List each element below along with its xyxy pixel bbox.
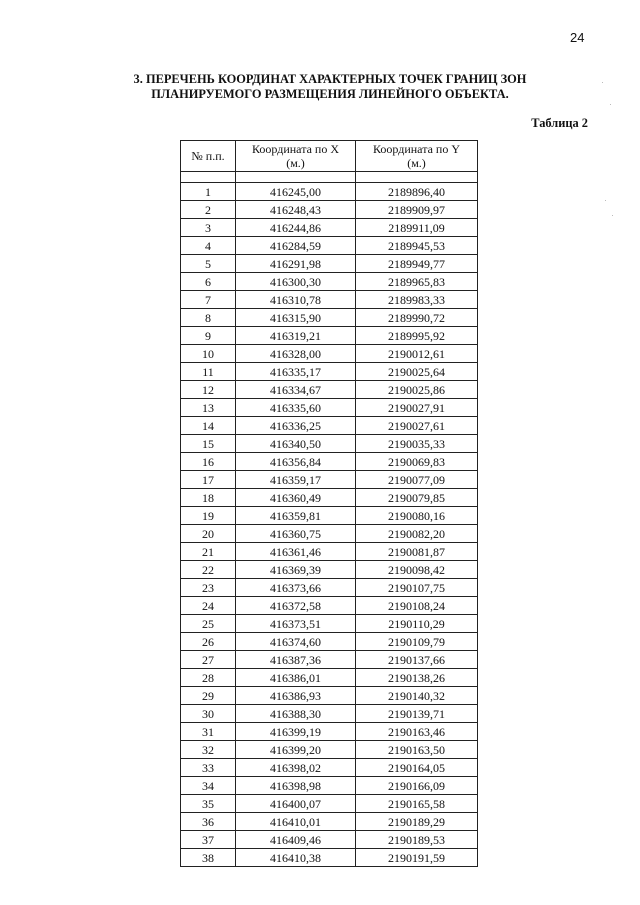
table-row [181, 831, 478, 849]
cell-y: 2190035,33 [356, 435, 478, 453]
cell-y: 2190189,29 [356, 813, 478, 831]
cell-y: 2190108,24 [356, 597, 478, 615]
header-y-title: Координата по Y [372, 142, 461, 156]
table-row [181, 453, 478, 471]
cell-y: 2189949,77 [356, 255, 478, 273]
coordinates-table [180, 140, 478, 867]
cell-num: 5 [181, 255, 236, 273]
cell-y: 2190109,79 [356, 633, 478, 651]
table-row [181, 651, 478, 669]
cell-y: 2190069,83 [356, 453, 478, 471]
cell-num: 16 [181, 453, 236, 471]
table-body [181, 172, 478, 867]
cell-x: 416399,20 [236, 741, 356, 759]
table-row [181, 849, 478, 867]
cell-num: 34 [181, 777, 236, 795]
cell-num: 22 [181, 561, 236, 579]
scan-speckle [612, 215, 613, 216]
cell-x: 416373,66 [236, 579, 356, 597]
table-row [181, 795, 478, 813]
cell-num: 26 [181, 633, 236, 651]
cell-y: 2190012,61 [356, 345, 478, 363]
table-row [181, 219, 478, 237]
cell-num: 2 [181, 201, 236, 219]
table-row [181, 327, 478, 345]
cell-x: 416386,93 [236, 687, 356, 705]
table-row [181, 201, 478, 219]
cell-num: 17 [181, 471, 236, 489]
cell-num: 1 [181, 183, 236, 201]
cell-x: 416310,78 [236, 291, 356, 309]
cell-x: 416373,51 [236, 615, 356, 633]
table-row [181, 633, 478, 651]
cell-x: 416356,84 [236, 453, 356, 471]
table-row [181, 759, 478, 777]
table-row [181, 183, 478, 201]
cell-num: 8 [181, 309, 236, 327]
cell-num: 38 [181, 849, 236, 867]
cell-x: 416248,43 [236, 201, 356, 219]
table-row [181, 561, 478, 579]
cell-x: 416386,01 [236, 669, 356, 687]
cell-y: 2189983,33 [356, 291, 478, 309]
cell-y: 2190025,64 [356, 363, 478, 381]
table-row [181, 687, 478, 705]
cell-num: 27 [181, 651, 236, 669]
cell-y: 2189896,40 [356, 183, 478, 201]
cell-x: 416410,01 [236, 813, 356, 831]
cell-num: 4 [181, 237, 236, 255]
table-row [181, 543, 478, 561]
cell-x: 416374,60 [236, 633, 356, 651]
table-row [181, 309, 478, 327]
cell-y: 2190098,42 [356, 561, 478, 579]
cell-y: 2190163,50 [356, 741, 478, 759]
cell-num: 32 [181, 741, 236, 759]
table-row [181, 435, 478, 453]
cell-y: 2190164,05 [356, 759, 478, 777]
cell-y: 2190137,66 [356, 651, 478, 669]
table-row [181, 525, 478, 543]
cell-num: 15 [181, 435, 236, 453]
cell-x: 416334,67 [236, 381, 356, 399]
cell-x: 416335,17 [236, 363, 356, 381]
cell-y: 2190025,86 [356, 381, 478, 399]
cell-y: 2190107,75 [356, 579, 478, 597]
spacer-cell [356, 172, 478, 183]
cell-num: 31 [181, 723, 236, 741]
header-x-title: Координата по X [251, 142, 340, 156]
cell-num: 36 [181, 813, 236, 831]
table-row [181, 723, 478, 741]
table-row [181, 273, 478, 291]
cell-x: 416361,46 [236, 543, 356, 561]
cell-num: 35 [181, 795, 236, 813]
heading-line-1: 3. ПЕРЕЧЕНЬ КООРДИНАТ ХАРАКТЕРНЫХ ТОЧЕК ГРАНИЦ ЗОН [133, 72, 527, 86]
table-row [181, 705, 478, 723]
cell-y: 2190191,59 [356, 849, 478, 867]
table-row [181, 345, 478, 363]
table-row [181, 669, 478, 687]
table-row [181, 399, 478, 417]
cell-y: 2189965,83 [356, 273, 478, 291]
cell-x: 416369,39 [236, 561, 356, 579]
cell-x: 416399,19 [236, 723, 356, 741]
cell-x: 416360,75 [236, 525, 356, 543]
cell-num: 20 [181, 525, 236, 543]
cell-x: 416359,17 [236, 471, 356, 489]
cell-num: 29 [181, 687, 236, 705]
cell-num: 28 [181, 669, 236, 687]
spacer-cell [236, 172, 356, 183]
table-row [181, 777, 478, 795]
page-number: 24 [570, 30, 585, 45]
cell-num: 24 [181, 597, 236, 615]
scan-speckle [610, 104, 611, 105]
header-num: № п.п. [181, 141, 236, 172]
cell-y: 2190165,58 [356, 795, 478, 813]
cell-num: 10 [181, 345, 236, 363]
cell-y: 2189990,72 [356, 309, 478, 327]
table-row [181, 579, 478, 597]
cell-y: 2190027,91 [356, 399, 478, 417]
cell-x: 416336,25 [236, 417, 356, 435]
cell-num: 19 [181, 507, 236, 525]
cell-x: 416291,98 [236, 255, 356, 273]
header-x-unit: (м.) [286, 156, 305, 170]
table-row [181, 489, 478, 507]
cell-num: 9 [181, 327, 236, 345]
cell-y: 2189909,97 [356, 201, 478, 219]
cell-x: 416300,30 [236, 273, 356, 291]
cell-x: 416244,86 [236, 219, 356, 237]
cell-x: 416409,46 [236, 831, 356, 849]
cell-x: 416340,50 [236, 435, 356, 453]
cell-y: 2190140,32 [356, 687, 478, 705]
cell-y: 2189995,92 [356, 327, 478, 345]
cell-y: 2189911,09 [356, 219, 478, 237]
cell-y: 2190189,53 [356, 831, 478, 849]
cell-x: 416372,58 [236, 597, 356, 615]
table-row [181, 813, 478, 831]
cell-x: 416360,49 [236, 489, 356, 507]
cell-num: 13 [181, 399, 236, 417]
cell-x: 416245,00 [236, 183, 356, 201]
cell-num: 3 [181, 219, 236, 237]
cell-y: 2190138,26 [356, 669, 478, 687]
table-row [181, 381, 478, 399]
cell-num: 14 [181, 417, 236, 435]
table-header-row [181, 141, 478, 172]
cell-x: 416284,59 [236, 237, 356, 255]
heading-line-2: ПЛАНИРУЕМОГО РАЗМЕЩЕНИЯ ЛИНЕЙНОГО ОБЪЕКТА. [151, 87, 509, 101]
table-row [181, 417, 478, 435]
cell-x: 416400,07 [236, 795, 356, 813]
cell-num: 37 [181, 831, 236, 849]
table-row [181, 291, 478, 309]
header-y-unit: (м.) [407, 156, 426, 170]
cell-y: 2190110,29 [356, 615, 478, 633]
cell-y: 2190082,20 [356, 525, 478, 543]
cell-y: 2190166,09 [356, 777, 478, 795]
cell-x: 416398,02 [236, 759, 356, 777]
cell-x: 416359,81 [236, 507, 356, 525]
cell-x: 416328,00 [236, 345, 356, 363]
table-row [181, 471, 478, 489]
cell-num: 11 [181, 363, 236, 381]
cell-num: 6 [181, 273, 236, 291]
cell-y: 2190079,85 [356, 489, 478, 507]
scan-speckle [602, 82, 603, 83]
cell-x: 416387,36 [236, 651, 356, 669]
cell-x: 416319,21 [236, 327, 356, 345]
spacer-row [181, 172, 478, 183]
cell-num: 7 [181, 291, 236, 309]
cell-num: 12 [181, 381, 236, 399]
cell-y: 2190081,87 [356, 543, 478, 561]
table-caption: Таблица 2 [531, 116, 588, 130]
table-row [181, 363, 478, 381]
cell-num: 30 [181, 705, 236, 723]
cell-x: 416315,90 [236, 309, 356, 327]
cell-x: 416335,60 [236, 399, 356, 417]
cell-x: 416410,38 [236, 849, 356, 867]
table-row [181, 597, 478, 615]
cell-num: 33 [181, 759, 236, 777]
cell-num: 21 [181, 543, 236, 561]
spacer-cell [181, 172, 236, 183]
table-row [181, 255, 478, 273]
cell-y: 2190080,16 [356, 507, 478, 525]
table-row [181, 507, 478, 525]
cell-num: 25 [181, 615, 236, 633]
cell-y: 2190139,71 [356, 705, 478, 723]
header-y [356, 141, 478, 172]
cell-x: 416388,30 [236, 705, 356, 723]
cell-y: 2189945,53 [356, 237, 478, 255]
cell-num: 18 [181, 489, 236, 507]
table-row [181, 615, 478, 633]
scan-speckle [605, 200, 606, 201]
header-x [236, 141, 356, 172]
cell-num: 23 [181, 579, 236, 597]
cell-y: 2190027,61 [356, 417, 478, 435]
table-row [181, 741, 478, 759]
section-heading [90, 72, 570, 102]
cell-y: 2190077,09 [356, 471, 478, 489]
cell-y: 2190163,46 [356, 723, 478, 741]
cell-x: 416398,98 [236, 777, 356, 795]
table-row [181, 237, 478, 255]
